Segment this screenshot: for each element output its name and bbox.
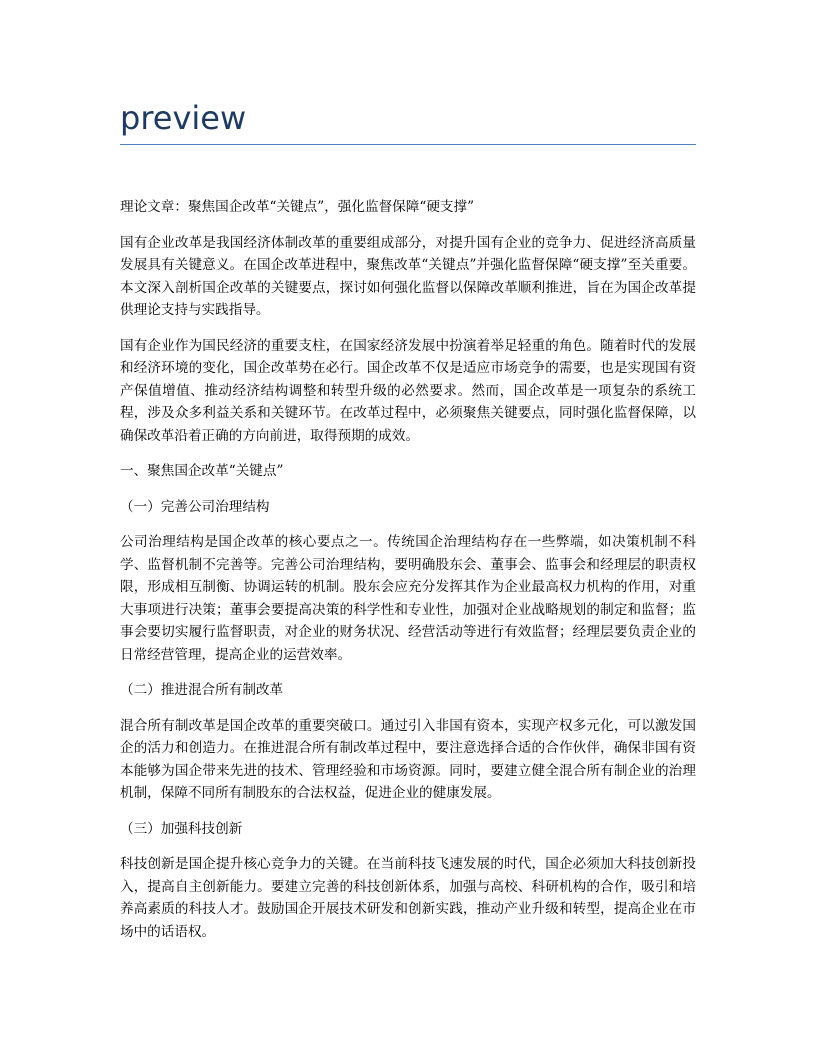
paragraph: 科技创新是国企提升核心竞争力的关键。在当前科技飞速发展的时代，国企必须加大科技创新投入，提高自主创新能力。要建立完善的科技创新体系，加强与高校、科研机构的合作，吸引和培养高素质的科技人才。鼓励国企开展技术研发和创新实践，推动产业升级和转型，提高企业在市场中的话语权。 [120,856,696,940]
paragraph: 混合所有制改革是国企改革的重要突破口。通过引入非国有资本，实现产权多元化，可以激发国企的活力和创造力。在推进混合所有制改革过程中，要注意选择合适的合作伙伴，确保非国有资本能够为国企带来先进的技术、管理经验和市场资源。同时，要建立健全混合所有制企业的治理机制，保障不同所有制股东的合法权益，促进企业的健康发展。 [120,717,696,801]
section-heading: 一、聚焦国企改革“关键点” [120,463,284,479]
paragraph: 公司治理结构是国企改革的核心要点之一。传统国企治理结构存在一些弊端，如决策机制不科学、监督机制不完善等。完善公司治理结构，要明确股东会、董事会、监事会和经理层的职责权限，形成相互制衡、协调运转的机制。股东会应充分发挥其作为企业最高权力机构的作用，对重大事项进行决策；董事会要提高决策的科学性和专业性，加强对企业战略规划的制定和监督；监事会要切实履行监督职责，对企业的财务状况、经营活动等进行有效监督；经理层要负责企业的日常经营管理，提高企业的运营效率。 [120,534,696,663]
document-body [120,196,696,956]
page-title: preview [120,99,247,137]
title-divider [120,144,696,145]
subsection-heading: （一）完善公司治理结构 [120,498,270,515]
subsection-heading: （二）推进混合所有制改革 [120,682,284,698]
article-heading: 理论文章：聚焦国企改革“关键点”，强化监督保障“硬支撑” [120,199,475,215]
subsection-heading: （三）加强科技创新 [120,820,243,837]
paragraph-introduction: 国有企业作为国民经济的重要支柱，在国家经济发展中扮演着举足轻重的角色。随着时代的发展和经济环境的变化，国企改革势在必行。国企改革不仅是适应市场竞争的需要，也是实现国有资产保值增值、推动经济结构调整和转型升级的必然要求。然而，国企改革是一项复杂的系统工程，涉及众多利益关系和关键环节。在改革过程中，必须聚焦关键要点，同时强化监督保障，以确保改革沿着正确的方向前进，取得预期的成效。 [120,337,696,444]
paragraph-abstract: 国有企业改革是我国经济体制改革的重要组成部分，对提升国有企业的竞争力、促进经济高质量发展具有关键意义。在国企改革进程中，聚焦改革“关键点”并强化监督保障“硬支撑”至关重要。本文深入剖析国企改革的关键要点，探讨如何强化监督以保障改革顺利推进，旨在为国企改革提供理论支持与实践指导。 [120,234,696,318]
